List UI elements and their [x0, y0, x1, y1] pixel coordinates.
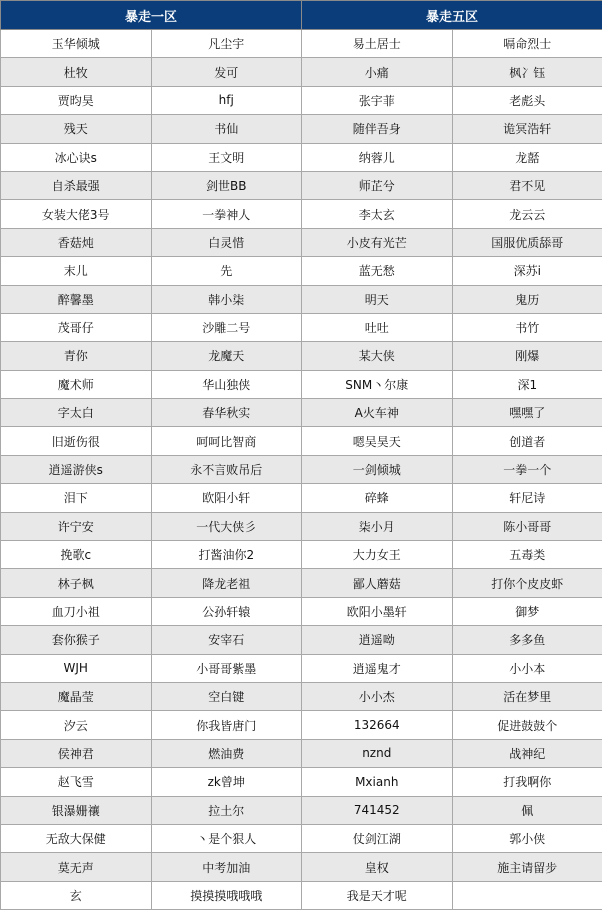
player-name-cell: 银瀑姗禳: [1, 796, 152, 824]
player-name-cell: 仗剑江湖: [302, 824, 453, 852]
player-name-cell: 创道者: [452, 427, 602, 455]
table-row: [1, 597, 602, 625]
player-name-cell: 书竹: [452, 313, 602, 341]
player-name-cell: 旧逝伤很: [1, 427, 152, 455]
player-name-cell: 诡冥浩轩: [452, 115, 602, 143]
player-name-cell: 小哥哥紫墨: [151, 654, 302, 682]
player-name-cell: 逍遥游侠s: [1, 455, 152, 483]
player-name-cell: 血刀小祖: [1, 597, 152, 625]
player-name-cell: 字太白: [1, 399, 152, 427]
player-name-cell: 一拳神人: [151, 200, 302, 228]
player-name-cell: 鄙人蘑菇: [302, 569, 453, 597]
player-name-cell: 嘿嘿了: [452, 399, 602, 427]
player-name-cell: 你我皆唐门: [151, 711, 302, 739]
player-name-cell: 嗯吴昊天: [302, 427, 453, 455]
player-name-cell: 先: [151, 257, 302, 285]
table-row: [1, 30, 602, 58]
player-name-cell: 挽歌c: [1, 541, 152, 569]
player-name-cell: 泪下: [1, 484, 152, 512]
player-name-cell: 小小本: [452, 654, 602, 682]
table-row: [1, 200, 602, 228]
player-name-cell: 132664: [302, 711, 453, 739]
player-name-cell: 枫冫钰: [452, 58, 602, 86]
player-name-cell: 安宰石: [151, 626, 302, 654]
player-name-cell: 嗝命烈士: [452, 30, 602, 58]
player-name-cell: 空白键: [151, 682, 302, 710]
table-row: [1, 654, 602, 682]
player-name-cell: 华山独侠: [151, 370, 302, 398]
table-row: [1, 115, 602, 143]
table-row: [1, 86, 602, 114]
player-name-cell: 大力女王: [302, 541, 453, 569]
player-name-cell: 国服优质舔哥: [452, 228, 602, 256]
player-name-cell: 明天: [302, 285, 453, 313]
player-name-cell: A火车神: [302, 399, 453, 427]
player-name-cell: 汐云: [1, 711, 152, 739]
table-row: [1, 569, 602, 597]
table-row: [1, 739, 602, 767]
player-name-cell: 醉馨墨: [1, 285, 152, 313]
table-row: [1, 228, 602, 256]
player-name-cell: 丶是个狠人: [151, 824, 302, 852]
table-row: [1, 512, 602, 540]
table-row: [1, 427, 602, 455]
player-name-cell: 纳蓉儿: [302, 143, 453, 171]
player-name-cell: 摸摸摸哦哦哦: [151, 881, 302, 909]
player-name-cell: 战神纪: [452, 739, 602, 767]
player-name-cell: 施主请留步: [452, 853, 602, 881]
table-row: [1, 370, 602, 398]
table-row: [1, 285, 602, 313]
player-name-cell: 香菇炖: [1, 228, 152, 256]
header-row: [1, 1, 602, 30]
player-name-cell: 莫无声: [1, 853, 152, 881]
table-row: [1, 682, 602, 710]
player-name-cell: Mxianh: [302, 768, 453, 796]
table-row: [1, 171, 602, 199]
player-name-cell: 青你: [1, 342, 152, 370]
player-name-cell: 陈小哥哥: [452, 512, 602, 540]
player-name-cell: 打我啊你: [452, 768, 602, 796]
player-name-cell: 吐吐: [302, 313, 453, 341]
player-name-cell: zk曾坤: [151, 768, 302, 796]
table-row: [1, 257, 602, 285]
player-name-cell: 茂哥仔: [1, 313, 152, 341]
table-row: [1, 313, 602, 341]
player-name-cell: 一剑倾城: [302, 455, 453, 483]
table-row: [1, 455, 602, 483]
player-name-cell: 呵呵比智商: [151, 427, 302, 455]
player-name-cell: 赵飞雪: [1, 768, 152, 796]
player-name-cell: 魔术师: [1, 370, 152, 398]
player-name-cell: 某大侠: [302, 342, 453, 370]
zone-1-header: 暴走一区: [1, 1, 302, 30]
player-name-cell: 无敌大保健: [1, 824, 152, 852]
table-row: [1, 853, 602, 881]
player-name-cell: 一代大侠彡: [151, 512, 302, 540]
player-name-cell: 龙嚭: [452, 143, 602, 171]
player-name-cell: 龙魔天: [151, 342, 302, 370]
player-name-cell: 贾昀昊: [1, 86, 152, 114]
player-name-cell: 女装大佬3号: [1, 200, 152, 228]
table-row: [1, 796, 602, 824]
player-name-cell: 御梦: [452, 597, 602, 625]
player-name-cell: 师芷兮: [302, 171, 453, 199]
table-row: [1, 484, 602, 512]
player-name-cell: 轩尼诗: [452, 484, 602, 512]
player-name-cell: 多多鱼: [452, 626, 602, 654]
player-name-cell: 五毒类: [452, 541, 602, 569]
player-name-cell: 公孙轩辕: [151, 597, 302, 625]
player-name-cell: 逍遥呦: [302, 626, 453, 654]
player-name-cell: 小小杰: [302, 682, 453, 710]
player-name-cell: 发可: [151, 58, 302, 86]
table-row: [1, 768, 602, 796]
player-name-cell: 凡尘宇: [151, 30, 302, 58]
player-name-cell: 碎蜂: [302, 484, 453, 512]
player-name-cell: 春华秋实: [151, 399, 302, 427]
player-name-cell: 君不见: [452, 171, 602, 199]
player-name-cell: 柒小月: [302, 512, 453, 540]
table-row: [1, 881, 602, 909]
player-name-cell: 自杀最强: [1, 171, 152, 199]
player-name-cell: 打你个皮皮虾: [452, 569, 602, 597]
player-name-cell: 活在梦里: [452, 682, 602, 710]
player-name-cell: 欧阳小墨轩: [302, 597, 453, 625]
player-name-cell: 沙雕二号: [151, 313, 302, 341]
player-name-cell: 我是天才呢: [302, 881, 453, 909]
player-name-cell: 逍遥鬼才: [302, 654, 453, 682]
player-name-cell: 蓝无愁: [302, 257, 453, 285]
player-name-cell: 鬼历: [452, 285, 602, 313]
table-row: [1, 711, 602, 739]
player-name-cell: 打酱油你2: [151, 541, 302, 569]
player-name-cell: 侯神君: [1, 739, 152, 767]
player-name-cell: 欧阳小轩: [151, 484, 302, 512]
player-name-cell: 许宁安: [1, 512, 152, 540]
table-row: [1, 399, 602, 427]
player-name-cell: 皇权: [302, 853, 453, 881]
player-name-cell: 玄: [1, 881, 152, 909]
player-name-cell: 易土居士: [302, 30, 453, 58]
player-name-cell: 魔晶莹: [1, 682, 152, 710]
roster-body: [1, 30, 602, 910]
player-name-cell: 冰心诀s: [1, 143, 152, 171]
player-name-cell: 小皮有光芒: [302, 228, 453, 256]
player-name-cell: [452, 881, 602, 909]
table-row: [1, 824, 602, 852]
player-name-cell: 随伴吾身: [302, 115, 453, 143]
player-name-cell: SNM丶尔康: [302, 370, 453, 398]
table-row: [1, 58, 602, 86]
player-name-cell: 残天: [1, 115, 152, 143]
player-name-cell: 一拳一个: [452, 455, 602, 483]
player-name-cell: 书仙: [151, 115, 302, 143]
player-name-cell: 永不言败吊后: [151, 455, 302, 483]
player-name-cell: 末儿: [1, 257, 152, 285]
player-name-cell: 李太玄: [302, 200, 453, 228]
player-name-cell: 拉土尔: [151, 796, 302, 824]
player-name-cell: 佩: [452, 796, 602, 824]
player-name-cell: 套你猴子: [1, 626, 152, 654]
player-name-cell: 促进鼓鼓个: [452, 711, 602, 739]
player-name-cell: nznd: [302, 739, 453, 767]
player-name-cell: 龙云云: [452, 200, 602, 228]
player-name-cell: 深1: [452, 370, 602, 398]
table-row: [1, 342, 602, 370]
player-name-cell: 中考加油: [151, 853, 302, 881]
player-name-cell: 杜牧: [1, 58, 152, 86]
player-name-cell: 剑世BB: [151, 171, 302, 199]
player-name-cell: 白灵惜: [151, 228, 302, 256]
player-name-cell: 741452: [302, 796, 453, 824]
player-name-cell: 小痛: [302, 58, 453, 86]
table-row: [1, 143, 602, 171]
player-name-cell: 王文明: [151, 143, 302, 171]
table-row: [1, 541, 602, 569]
zone-5-header: 暴走五区: [302, 1, 602, 30]
player-name-cell: 深苏i: [452, 257, 602, 285]
player-name-cell: 老彪头: [452, 86, 602, 114]
player-name-cell: hfj: [151, 86, 302, 114]
player-name-cell: 降龙老祖: [151, 569, 302, 597]
table-row: [1, 626, 602, 654]
player-name-cell: 韩小柒: [151, 285, 302, 313]
player-name-cell: 郭小侠: [452, 824, 602, 852]
player-name-cell: 林子枫: [1, 569, 152, 597]
player-name-cell: 玉华倾城: [1, 30, 152, 58]
player-name-cell: 刚爆: [452, 342, 602, 370]
player-name-cell: 张宇菲: [302, 86, 453, 114]
player-name-cell: WJH: [1, 654, 152, 682]
player-name-cell: 燃油费: [151, 739, 302, 767]
